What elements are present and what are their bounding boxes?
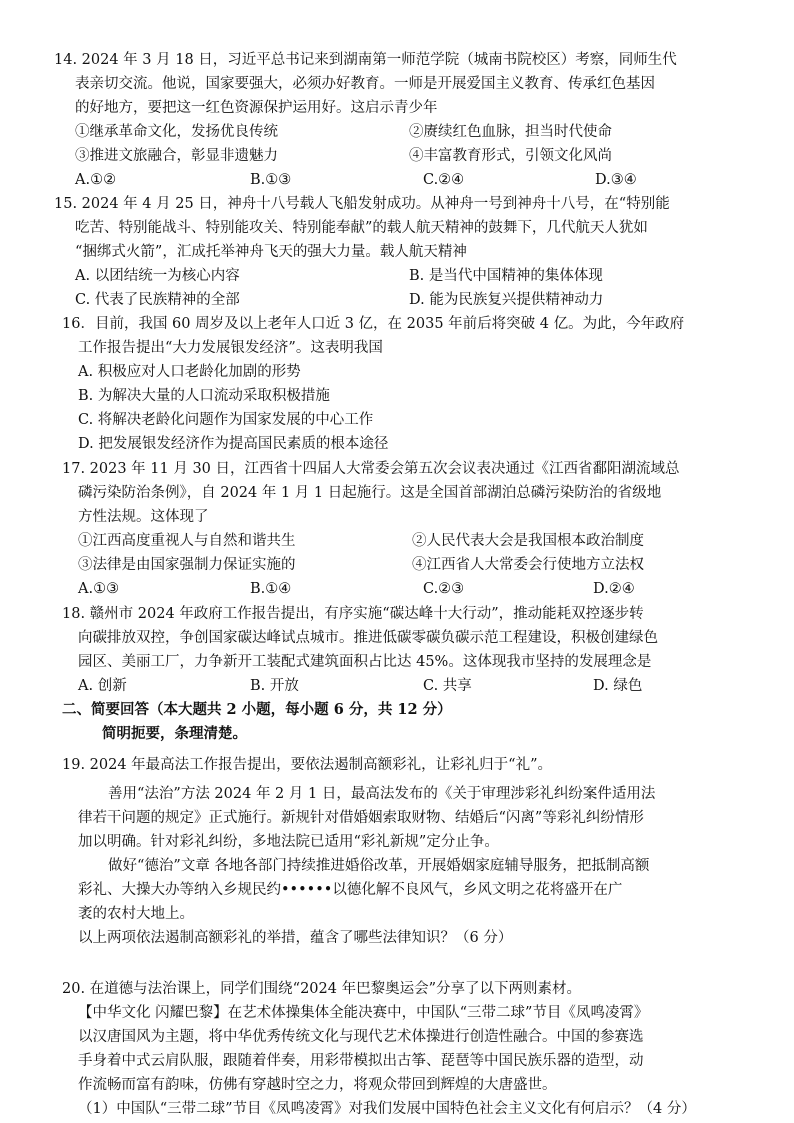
q19-material-2-line-3: 袤的农村大地上。 (78, 906, 194, 922)
q15-choices-row-1 (75, 265, 755, 287)
q15-choices-row-2 (75, 289, 755, 311)
q15-choice-c: C. 代表了民族精神的全部 (75, 292, 240, 308)
q17-items-row-1 (78, 530, 758, 552)
q20-subquestion-1: （1）中国队“三带二球”节目《凤鸣凌霄》对我们发展中国特色社会主义文化有何启示？（4 分） (78, 1101, 696, 1117)
q16-choice-d: D. 把发展银发经济作为提高国民素质的根本途径 (78, 436, 389, 452)
q17-choices (78, 578, 758, 600)
q17-stem-line-2: 磷污染防治条例》，自 2024 年 1 月 1 日起施行。这是全国首部湖泊总磷污染防治的省级地 (78, 485, 662, 501)
q20-material-line-2: 以汉唐国风为主题，将中华优秀传统文化与现代艺术体操进行创造性融合。中国的参赛选 (78, 1029, 644, 1045)
q14-choice-c: C.②④ (423, 172, 465, 188)
q14-stem-line-1: 14. 2024 年 3 月 18 日，习近平总书记来到湖南第一师范学院（城南书院校区）考察，同师生代 (54, 52, 677, 68)
q18-choice-c: C. 共享 (423, 678, 472, 694)
q16-choice-c: C. 将解决老龄化问题作为国家发展的中心工作 (78, 412, 374, 428)
q18-choice-a: A. 创新 (78, 678, 127, 694)
q20-material-line-1: 【中华文化 闪耀巴黎】在艺术体操集体全能决赛中，中国队“三带二球”节目《凤鸣凌霄》 (78, 1005, 649, 1021)
q15-choice-b: B. 是当代中国精神的集体体现 (409, 268, 603, 284)
q14-choice-b: B.①③ (250, 172, 292, 188)
q19-material-2-line-2: 彩礼、大操大办等纳入乡规民约••••••以德化解不良风气，乡风文明之花将盛开在广 (78, 882, 623, 898)
q15-stem-line-3: “捆绑式火箭”，汇成托举神舟飞天的强大力量。载人航天精神 (75, 244, 467, 260)
q14-item-3: ③推进文旅融合，彰显非遗魅力 (75, 148, 278, 164)
q17-item-2: ②人民代表大会是我国根本政治制度 (412, 533, 644, 549)
q19-material-1-line-2: 律若干问题的规定》正式施行。新规针对借婚姻索取财物、结婚后“闪离”等彩礼纠纷情形 (78, 810, 644, 826)
q17-choice-c: C.②③ (423, 581, 465, 597)
q18-stem-line-3: 园区、美丽工厂，力争新开工装配式建筑面积占比达 45%。这体现我市坚持的发展理念是 (78, 654, 652, 670)
q18-stem-line-1: 18. 赣州市 2024 年政府工作报告提出，有序实施“碳达峰十大行动”，推动能耗双控逐步转 (62, 606, 644, 622)
q14-stem-line-3: 的好地方，要把这一红色资源保护运用好。这启示青少年 (75, 100, 438, 116)
q18-stem-line-2: 向碳排放双控，争创国家碳达峰试点城市。推进低碳零碳负碳示范工程建设，积极创建绿色 (78, 630, 658, 646)
q18-choice-b: B. 开放 (250, 678, 299, 694)
q18-choices (78, 675, 758, 697)
q14-choices (75, 169, 755, 191)
q16-choice-a: A. 积极应对人口老龄化加剧的形势 (78, 364, 301, 380)
q16-stem-line-1: 16．目前，我国 60 周岁及以上老年人口近 3 亿，在 2035 年前后将突破 4 亿。为此，今年政府 (62, 316, 685, 332)
q20-material-line-3: 手身着中式云肩队服，跟随着伴奏，用彩带模拟出古筝、琵琶等中国民族乐器的造型，动 (78, 1053, 644, 1069)
q14-items-row-2 (75, 145, 755, 167)
q19-material-2-line-1: 做好“德治”文章 各地各部门持续推进婚俗改革，开展婚姻家庭辅导服务，把抵制高额 (108, 858, 650, 874)
q17-choice-b: B.①④ (250, 581, 292, 597)
section-2-heading: 二、简要回答（本大题共 2 小题，每小题 6 分，共 12 分） (62, 701, 452, 718)
q20-material-line-4: 作流畅而富有韵味，仿佛有穿越时空之力，将观众带回到辉煌的大唐盛世。 (78, 1077, 557, 1093)
q19-material-1-line-3: 加以明确。针对彩礼纠纷，多地法院已适用“彩礼新规”定分止争。 (78, 834, 499, 850)
q18-choice-d: D. 绿色 (593, 678, 643, 694)
q19-prompt: 19. 2024 年最高法工作报告提出，要依法遏制高额彩礼，让彩礼归于“礼”。 (62, 757, 553, 773)
q17-item-1: ①江西高度重视人与自然和谐共生 (78, 533, 296, 549)
q14-item-2: ②赓续红色血脉，担当时代使命 (409, 124, 612, 140)
q16-stem-line-2: 工作报告提出“大力发展银发经济”。这表明我国 (78, 340, 383, 356)
q14-choice-d: D.③④ (595, 172, 637, 188)
q15-stem-line-1: 15. 2024 年 4 月 25 日，神舟十八号载人飞船发射成功。从神舟一号到神舟十八号，在“特别能 (54, 196, 670, 212)
q14-stem-line-2: 表亲切交流。他说，国家要强大，必须办好教育。一师是开展爱国主义教育、传承红色基因 (75, 76, 655, 92)
q15-choice-a: A. 以团结统一为核心内容 (75, 268, 240, 284)
q14-choice-a: A.①② (75, 172, 117, 188)
q14-item-1: ①继承革命文化，发扬优良传统 (75, 124, 278, 140)
q17-item-3: ③法律是由国家强制力保证实施的 (78, 557, 296, 573)
q14-items-row-1 (75, 121, 755, 143)
q15-choice-d: D. 能为民族复兴提供精神动力 (409, 292, 604, 308)
q20-prompt: 20. 在道德与法治课上，同学们围绕“2024 年巴黎奥运会”分享了以下两则素材。 (62, 981, 582, 997)
q17-stem-line-3: 方性法规。这体现了 (78, 509, 209, 525)
q17-stem-line-1: 17. 2023 年 11 月 30 日，江西省十四届人大常委会第五次会议表决通过《江西省鄱阳湖流域总 (62, 461, 680, 477)
q17-choice-d: D.②④ (593, 581, 635, 597)
q19-material-1-line-1: 善用“法治”方法 2024 年 2 月 1 日，最高法发布的《关于审理涉彩礼纠纷案件适用法 (108, 786, 656, 802)
section-2-subheading: 简明扼要，条理清楚。 (102, 725, 247, 742)
q17-item-4: ④江西省人大常委会行使地方立法权 (412, 557, 644, 573)
q17-items-row-2 (78, 554, 758, 576)
q17-choice-a: A.①③ (78, 581, 120, 597)
q14-item-4: ④丰富教育形式，引领文化风尚 (409, 148, 612, 164)
q16-choice-b: B. 为解决大量的人口流动采取积极措施 (78, 388, 330, 404)
q15-stem-line-2: 吃苦、特别能战斗、特别能攻关、特别能奉献”的载人航天精神的鼓舞下，几代航天人犹如 (75, 220, 648, 236)
q19-question: 以上两项依法遏制高额彩礼的举措，蕴含了哪些法律知识？（6 分） (78, 930, 513, 946)
